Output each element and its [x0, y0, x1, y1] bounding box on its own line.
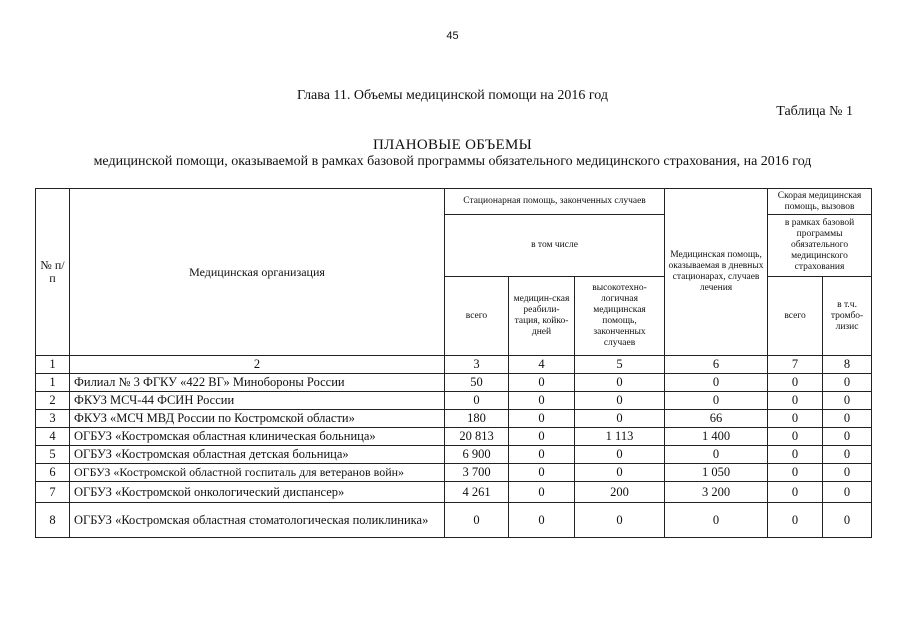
- row-number: 5: [36, 446, 70, 464]
- stationary-total: 0: [445, 392, 509, 410]
- column-number: 4: [509, 356, 575, 374]
- organization-name: ОГБУЗ «Костромской областной госпиталь для ветеранов войн»: [70, 464, 445, 482]
- stationary-total: 0: [445, 503, 509, 538]
- header-including: в том числе: [445, 215, 665, 277]
- row-number: 1: [36, 374, 70, 392]
- thrombolysis-value: 0: [823, 428, 872, 446]
- table-row: [36, 410, 872, 428]
- rehab-value: 0: [509, 446, 575, 464]
- rehab-value: 0: [509, 392, 575, 410]
- column-number: 2: [70, 356, 445, 374]
- table-row: [36, 464, 872, 482]
- header-amb-total: всего: [768, 277, 823, 356]
- dayhosp-value: 1 400: [665, 428, 768, 446]
- row-number: 2: [36, 392, 70, 410]
- column-number: 3: [445, 356, 509, 374]
- hightech-value: 0: [575, 410, 665, 428]
- hightech-value: 0: [575, 446, 665, 464]
- stationary-total: 50: [445, 374, 509, 392]
- stationary-total: 3 700: [445, 464, 509, 482]
- row-number: 7: [36, 482, 70, 503]
- organization-name: ОГБУЗ «Костромская областная детская больница»: [70, 446, 445, 464]
- header-rehab: медицин-ская реабили-тация, койко-дней: [509, 277, 575, 356]
- thrombolysis-value: 0: [823, 446, 872, 464]
- hightech-value: 0: [575, 392, 665, 410]
- ambulance-total: 0: [768, 428, 823, 446]
- table-row: [36, 482, 872, 503]
- organization-name: Филиал № 3 ФГКУ «422 ВГ» Минобороны России: [70, 374, 445, 392]
- hightech-value: 0: [575, 464, 665, 482]
- ambulance-total: 0: [768, 503, 823, 538]
- dayhosp-value: 1 050: [665, 464, 768, 482]
- stationary-total: 20 813: [445, 428, 509, 446]
- table-title: ПЛАНОВЫЕ ОБЪЕМЫ: [372, 137, 533, 153]
- organization-name: ФКУЗ МСЧ-44 ФСИН России: [70, 392, 445, 410]
- organization-name: ФКУЗ «МСЧ МВД России по Костромской области»: [70, 410, 445, 428]
- ambulance-total: 0: [768, 464, 823, 482]
- stationary-total: 180: [445, 410, 509, 428]
- table-subtitle: медицинской помощи, оказываемой в рамках базовой программы обязательного медицинского страхования, на 2016 год: [93, 154, 812, 169]
- dayhosp-value: 0: [665, 374, 768, 392]
- organization-name: ОГБУЗ «Костромская областная стоматологическая поликлиника»: [70, 503, 445, 538]
- rehab-value: 0: [509, 482, 575, 503]
- header-ambulance-base: в рамках базовой программы обязательного медицинского страхования: [768, 215, 872, 277]
- rehab-value: 0: [509, 428, 575, 446]
- stationary-total: 4 261: [445, 482, 509, 503]
- hightech-value: 200: [575, 482, 665, 503]
- rehab-value: 0: [509, 410, 575, 428]
- hightech-value: 0: [575, 503, 665, 538]
- table-row: [36, 392, 872, 410]
- thrombolysis-value: 0: [823, 464, 872, 482]
- header-ambulance: Скорая медицинская помощь, вызовов: [768, 189, 872, 215]
- thrombolysis-value: 0: [823, 482, 872, 503]
- hightech-value: 1 113: [575, 428, 665, 446]
- header-total: всего: [445, 277, 509, 356]
- table-row: [36, 374, 872, 392]
- page-number: 45: [446, 30, 459, 42]
- table-row: [36, 428, 872, 446]
- column-number: 8: [823, 356, 872, 374]
- header-stationary: Стационарная помощь, законченных случаев: [445, 189, 665, 215]
- column-number-row: [36, 356, 872, 374]
- header-dayhosp: Медицинская помощь, оказываемая в дневных стационарах, случаев лечения: [665, 189, 768, 356]
- ambulance-total: 0: [768, 392, 823, 410]
- row-number: 8: [36, 503, 70, 538]
- rehab-value: 0: [509, 464, 575, 482]
- table-row: [36, 446, 872, 464]
- thrombolysis-value: 0: [823, 392, 872, 410]
- dayhosp-value: 66: [665, 410, 768, 428]
- header-org: Медицинская организация: [70, 189, 445, 356]
- dayhosp-value: 0: [665, 392, 768, 410]
- organization-name: ОГБУЗ «Костромская областная клиническая больница»: [70, 428, 445, 446]
- dayhosp-value: 3 200: [665, 482, 768, 503]
- row-number: 6: [36, 464, 70, 482]
- thrombolysis-value: 0: [823, 503, 872, 538]
- header-num: № п/п: [36, 189, 70, 356]
- hightech-value: 0: [575, 374, 665, 392]
- ambulance-total: 0: [768, 374, 823, 392]
- ambulance-total: 0: [768, 410, 823, 428]
- row-number: 4: [36, 428, 70, 446]
- column-number: 1: [36, 356, 70, 374]
- header-thrombolysis: в т.ч. тромбо-лизис: [823, 277, 872, 356]
- column-number: 5: [575, 356, 665, 374]
- volumes-table: [35, 188, 872, 538]
- rehab-value: 0: [509, 503, 575, 538]
- ambulance-total: 0: [768, 446, 823, 464]
- header-hightech: высокотехно-логичная медицинская помощь, законченных случаев: [575, 277, 665, 356]
- thrombolysis-value: 0: [823, 410, 872, 428]
- stationary-total: 6 900: [445, 446, 509, 464]
- row-number: 3: [36, 410, 70, 428]
- thrombolysis-value: 0: [823, 374, 872, 392]
- dayhosp-value: 0: [665, 446, 768, 464]
- chapter-title: Глава 11. Объемы медицинской помощи на 2016 год: [297, 88, 608, 103]
- dayhosp-value: 0: [665, 503, 768, 538]
- column-number: 7: [768, 356, 823, 374]
- column-number: 6: [665, 356, 768, 374]
- rehab-value: 0: [509, 374, 575, 392]
- organization-name: ОГБУЗ «Костромской онкологический диспансер»: [70, 482, 445, 503]
- table-row: [36, 503, 872, 538]
- table-number: Таблица № 1: [776, 104, 853, 119]
- ambulance-total: 0: [768, 482, 823, 503]
